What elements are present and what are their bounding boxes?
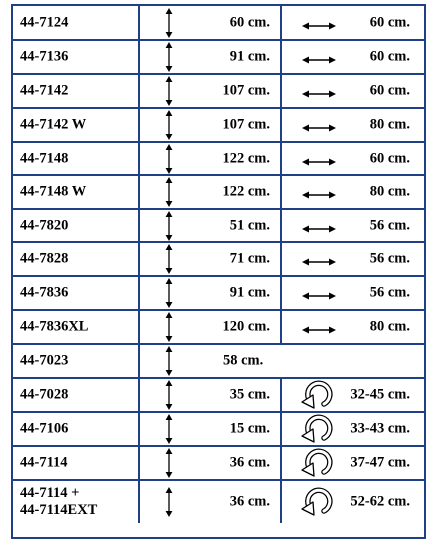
product-code: 44-7148 <box>20 150 69 166</box>
table-row <box>13 277 424 311</box>
product-code: 44-7836XL <box>20 318 89 335</box>
table-row <box>13 143 424 176</box>
product-code-cell <box>13 243 140 275</box>
height-value: 71 cm. <box>229 250 270 267</box>
table-row <box>13 109 424 143</box>
vertical-double-arrow-icon <box>164 380 174 410</box>
height-cell <box>140 109 282 141</box>
product-code-cell <box>13 210 140 241</box>
vertical-double-arrow-icon <box>164 144 174 174</box>
width-value: 56 cm. <box>369 250 410 267</box>
product-code-cell <box>13 41 140 73</box>
width-value: 80 cm. <box>369 318 410 335</box>
height-cell <box>140 447 282 479</box>
width-value: 56 cm. <box>369 284 410 301</box>
height-cell <box>140 345 424 377</box>
width-value: 80 cm. <box>369 183 410 200</box>
height-value: 91 cm. <box>229 48 270 65</box>
vertical-double-arrow-icon <box>164 414 174 444</box>
horizontal-double-arrow-icon <box>302 120 336 130</box>
width-cell <box>282 481 424 523</box>
vertical-double-arrow-icon <box>164 487 174 517</box>
table-row <box>13 345 424 379</box>
table-row <box>13 447 424 481</box>
product-code-cell <box>13 345 140 377</box>
horizontal-double-arrow-icon <box>302 221 336 231</box>
width-cell <box>282 41 424 73</box>
width-cell <box>282 447 424 479</box>
height-value: 120 cm. <box>222 318 270 335</box>
width-cell <box>282 176 424 208</box>
product-code: 44-7114 + 44-7114EXT <box>20 485 98 518</box>
product-code: 44-7148 W <box>20 183 87 200</box>
height-cell <box>140 176 282 208</box>
height-cell <box>140 210 282 241</box>
vertical-double-arrow-icon <box>164 278 174 308</box>
table-row <box>13 6 424 41</box>
height-cell <box>140 379 282 411</box>
vertical-double-arrow-icon <box>164 8 174 38</box>
vertical-double-arrow-icon <box>164 42 174 72</box>
rotation-arrow-icon <box>299 485 335 519</box>
rotation-arrow-icon <box>299 446 335 480</box>
width-cell <box>282 210 424 241</box>
product-code: 44-7142 W <box>20 116 87 133</box>
table-row <box>13 75 424 109</box>
product-code-cell <box>13 413 140 445</box>
product-code: 44-7023 <box>20 352 69 369</box>
height-value: 60 cm. <box>229 14 270 30</box>
horizontal-double-arrow-icon <box>302 86 336 96</box>
width-cell <box>282 243 424 275</box>
width-cell <box>282 311 424 343</box>
vertical-double-arrow-icon <box>164 110 174 140</box>
product-code: 44-7820 <box>20 217 69 233</box>
height-value: 36 cm. <box>229 454 270 471</box>
width-cell <box>282 75 424 107</box>
height-value: 15 cm. <box>229 420 270 437</box>
horizontal-double-arrow-icon <box>302 154 336 164</box>
width-value: 52-62 cm. <box>350 493 410 510</box>
height-cell <box>140 143 282 174</box>
vertical-double-arrow-icon <box>164 312 174 342</box>
horizontal-double-arrow-icon <box>302 187 336 197</box>
table-row <box>13 243 424 277</box>
horizontal-double-arrow-icon <box>302 52 336 62</box>
vertical-double-arrow-icon <box>164 211 174 241</box>
width-value: 60 cm. <box>369 150 410 166</box>
product-code-cell <box>13 109 140 141</box>
width-value: 60 cm. <box>369 82 410 99</box>
product-code: 44-7114 <box>20 454 68 471</box>
width-cell <box>282 277 424 309</box>
width-value: 33-43 cm. <box>350 420 410 437</box>
table-row <box>13 481 424 523</box>
width-value: 80 cm. <box>369 116 410 133</box>
height-cell <box>140 481 282 523</box>
product-code: 44-7028 <box>20 386 69 403</box>
height-value: 58 cm. <box>223 352 264 369</box>
height-value: 36 cm. <box>229 493 270 510</box>
table-row <box>13 176 424 210</box>
width-cell <box>282 379 424 411</box>
width-value: 60 cm. <box>369 14 410 30</box>
width-cell <box>282 143 424 174</box>
product-code: 44-7836 <box>20 284 69 301</box>
horizontal-double-arrow-icon <box>302 322 336 332</box>
product-code: 44-7124 <box>20 14 69 30</box>
vertical-double-arrow-icon <box>164 177 174 207</box>
width-value: 60 cm. <box>369 48 410 65</box>
table-row <box>13 210 424 243</box>
height-cell <box>140 413 282 445</box>
height-value: 51 cm. <box>229 217 270 233</box>
rotation-arrow-icon <box>299 412 335 446</box>
vertical-double-arrow-icon <box>164 76 174 106</box>
height-cell <box>140 243 282 275</box>
height-value: 91 cm. <box>229 284 270 301</box>
product-code-cell <box>13 379 140 411</box>
product-code-cell <box>13 447 140 479</box>
height-cell <box>140 75 282 107</box>
vertical-double-arrow-icon <box>164 346 174 376</box>
product-code-cell <box>13 481 140 523</box>
height-value: 107 cm. <box>222 116 270 133</box>
horizontal-double-arrow-icon <box>302 254 336 264</box>
product-code-cell <box>13 75 140 107</box>
product-code: 44-7142 <box>20 82 69 99</box>
product-code-cell <box>13 6 140 39</box>
product-code-cell <box>13 311 140 343</box>
width-cell <box>282 109 424 141</box>
table-row <box>13 311 424 345</box>
product-code-cell <box>13 176 140 208</box>
table-row <box>13 41 424 75</box>
product-code-cell <box>13 143 140 174</box>
product-code: 44-7136 <box>20 48 69 65</box>
height-value: 122 cm. <box>222 183 270 200</box>
width-value: 32-45 cm. <box>350 386 410 403</box>
product-code: 44-7828 <box>20 250 69 267</box>
height-cell <box>140 277 282 309</box>
height-cell <box>140 6 282 39</box>
table-row <box>13 379 424 413</box>
product-code-cell <box>13 277 140 309</box>
height-value: 107 cm. <box>222 82 270 99</box>
width-value: 56 cm. <box>369 217 410 233</box>
product-dimensions-table <box>11 4 426 539</box>
width-cell <box>282 413 424 445</box>
width-cell <box>282 6 424 39</box>
height-cell <box>140 311 282 343</box>
product-code: 44-7106 <box>20 420 69 437</box>
vertical-double-arrow-icon <box>164 448 174 478</box>
horizontal-double-arrow-icon <box>302 288 336 298</box>
horizontal-double-arrow-icon <box>302 18 336 28</box>
height-value: 122 cm. <box>222 150 270 166</box>
height-value: 35 cm. <box>229 386 270 403</box>
height-cell <box>140 41 282 73</box>
rotation-arrow-icon <box>299 378 335 412</box>
width-value: 37-47 cm. <box>350 454 410 471</box>
vertical-double-arrow-icon <box>164 244 174 274</box>
table-row <box>13 413 424 447</box>
